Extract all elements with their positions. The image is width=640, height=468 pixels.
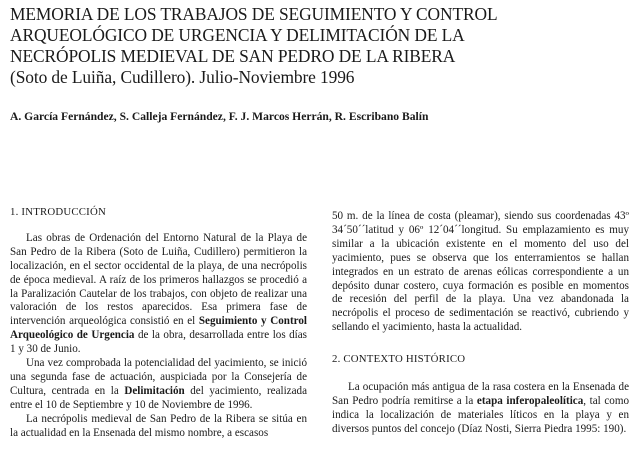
- bold-term: Delimitación: [124, 384, 185, 397]
- text-span: de la obra, desarrollada entre los días 1 y 30 de Junio.: [10, 329, 307, 356]
- paragraph: 50 m. de la línea de costa (pleamar), siendo sus coordenadas 43º 34´50´´latitud y 06º 12´04´´longitud. Su emplazamiento es muy similar a la ubicación existente en el momento del uso del yacimiento, pues se observa que los enterramientos se hallan integrados en un estrato de arenas eólicas correspondiente a un depósito dunar costero, cuya formación es posible en momentos de recesión del perfil de la playa. Una vez abandonada la necrópolis el proceso de sedimentación se reactivó, cubriendo y sellando el yacimiento, hasta la actualidad.: [332, 210, 629, 334]
- paragraph: [10, 357, 307, 413]
- title-line-3: NECRÓPOLIS MEDIEVAL DE SAN PEDRO DE LA RIBERA: [10, 46, 456, 66]
- text-span: La ocupación más antigua de la rasa costera en la Ensenada de San Pedro podría remitirse a la: [332, 381, 629, 407]
- bold-term: etapa inferopaleolítica: [476, 394, 584, 407]
- authors: A. García Fernández, S. Calleja Fernández, F. J. Marcos Herrán, R. Escribano Balín: [10, 110, 429, 123]
- text-span: Las obras de Ordenación del Entorno Natural de la Playa de San Pedro de la Ribera (Soto de Luiña, Cudillero) permitieron la localización, en el sector occidental de la playa, de una necrópolis de época medieval. A raíz de los primeros hallazgos se procedió a la Paralización Cautelar de los trabajos, con objeto de realizar una valoración de los restos aparecidos. Esa primera fase de intervención arqueológica consistió en el: [10, 231, 307, 328]
- paragraph: La necrópolis medieval de San Pedro de la Ribera se sitúa en la actualidad en la Ensenada del mismo nombre, a escasos: [10, 412, 307, 439]
- bold-term: Seguimiento y Control Arqueológico de Urgencia: [10, 315, 308, 342]
- text-span: , tal como indica la localización de materiales líticos en la playa y en diversos puntos del concejo (Díaz Nosti, Sierra Piedra 1995: 190).: [332, 394, 629, 435]
- title-line-2: ARQUEOLÓGICO DE URGENCIA Y DELIMITACIÓN DE LA: [10, 25, 465, 45]
- text-span: del yacimiento, realizada entre el 10 de Septiembre y 10 de Noviembre de 1996.: [10, 384, 308, 411]
- right-column: [332, 210, 629, 437]
- article-title: [10, 4, 630, 88]
- paragraph: [332, 381, 629, 437]
- text-span: Una vez comprobada la potencialidad del yacimiento, se inició una segunda fase de actuación, auspiciada por la Consejería de Cultura, centrada en la: [10, 357, 307, 397]
- section-heading-introduccion: 1. INTRODUCCIÓN: [10, 206, 106, 218]
- left-column: [10, 206, 307, 441]
- section-heading-contexto-historico: 2. CONTEXTO HISTÓRICO: [332, 353, 466, 366]
- paragraph: [10, 232, 307, 357]
- title-line-4: (Soto de Luiña, Cudillero). Julio-Noviembre 1996: [10, 67, 355, 87]
- title-line-1: MEMORIA DE LOS TRABAJOS DE SEGUIMIENTO Y CONTROL: [10, 4, 498, 24]
